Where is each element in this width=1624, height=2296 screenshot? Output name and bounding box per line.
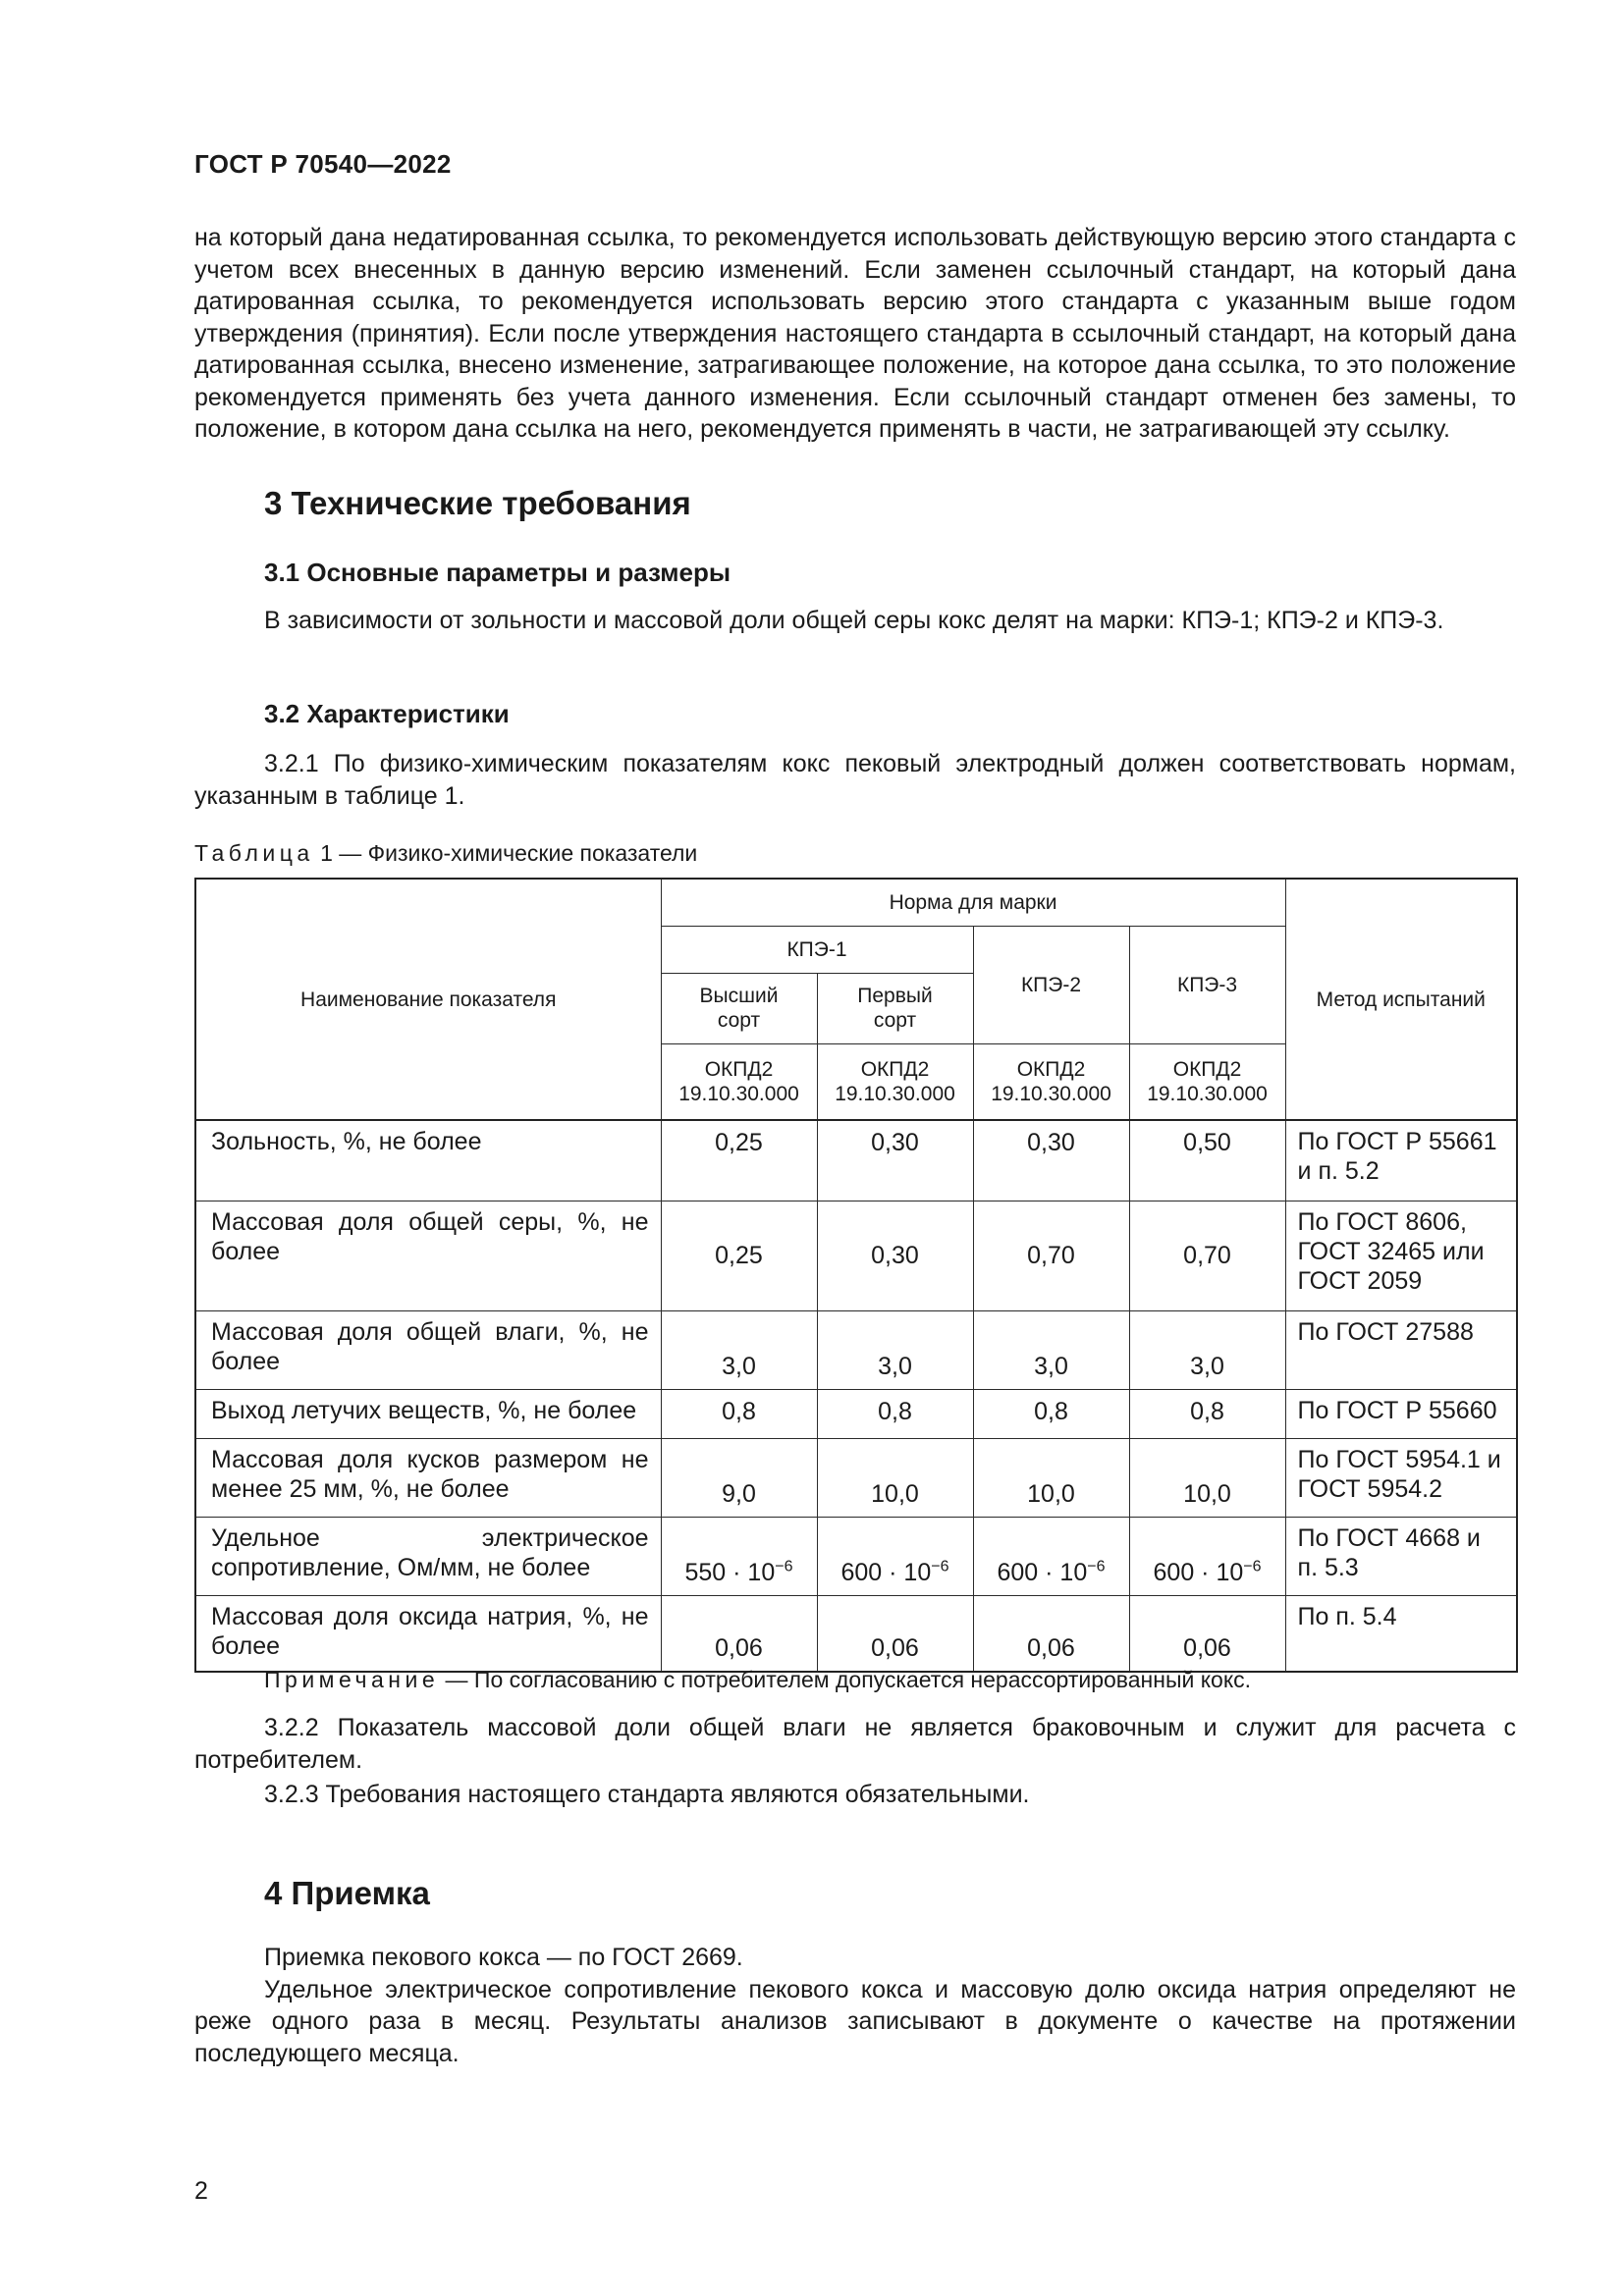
row-name: Выход летучих веществ, %, не более xyxy=(195,1389,661,1438)
value-mantissa: 550 · 10 xyxy=(684,1558,776,1586)
row-method: По ГОСТ 4668 и п. 5.3 xyxy=(1285,1517,1517,1595)
row-value: 10,0 xyxy=(1129,1438,1285,1517)
row-value: 3,0 xyxy=(661,1310,817,1389)
row-value xyxy=(1129,1517,1285,1595)
row-name: Зольность, %, не более xyxy=(195,1120,661,1201)
header-kpe2: КПЭ-2 xyxy=(973,926,1129,1043)
row-value: 0,8 xyxy=(817,1389,973,1438)
subsection-3-1-text: В зависимости от зольности и массовой доли общей серы кокс делят на марки: КПЭ-1; КПЭ-2 и КПЭ-3. xyxy=(264,607,1444,634)
section-3-1-block xyxy=(194,558,1516,588)
header-okpd-high xyxy=(661,1043,817,1120)
table-note xyxy=(194,1667,1516,1693)
okpd-code: 19.10.30.000 xyxy=(678,1082,799,1105)
row-value xyxy=(661,1517,817,1595)
row-value: 0,30 xyxy=(973,1120,1129,1201)
intro-paragraph: на который дана недатированная ссылка, то рекомендуется использовать действующую версию этого стандарта с учетом всех внесенных в данную версию изменений. Если заменен ссылочный стандарт, на который дана датированная ссылка, то рекомендуется использовать версию этого стандарта с указанным выше годом утверждения (принятия). Если после утверждения настоящего стандарта в ссылочный стандарт, на который дана датированная ссылка, внесено изменение, затрагивающее положение, на которое дана ссылка, то это положение рекомендуется применять без учета данного изменения. Если ссылочный стандарт отменен без замены, то положение, в котором дана ссылка на него, рекомендуется применять в части, не затрагивающей эту ссылку. xyxy=(194,224,1516,443)
row-name: Массовая доля общей влаги, %, не более xyxy=(195,1310,661,1389)
table-caption xyxy=(194,840,1516,867)
paragraph-3-2-1: 3.2.1 По физико-химическим показателям кокс пековый электродный должен соответствовать нормам, указанным в таблице 1. xyxy=(194,750,1516,810)
header-method: Метод испытаний xyxy=(1285,879,1517,1120)
okpd-label: ОКПД2 xyxy=(860,1057,930,1081)
header-kpe3: КПЭ-3 xyxy=(1129,926,1285,1043)
section-4-title: 4 Приемка xyxy=(264,1875,430,1911)
header-okpd-kpe3 xyxy=(1129,1043,1285,1120)
value-exponent: −6 xyxy=(1087,1558,1106,1575)
row-value: 3,0 xyxy=(1129,1310,1285,1389)
header-okpd-kpe2 xyxy=(973,1043,1129,1120)
document-code-header: ГОСТ Р 70540—2022 xyxy=(194,149,452,179)
row-value: 10,0 xyxy=(973,1438,1129,1517)
row-value: 0,8 xyxy=(973,1389,1129,1438)
table-caption-text: 1 — Физико-химические показатели xyxy=(313,840,698,866)
table-note-block xyxy=(194,1667,1516,1693)
row-value: 3,0 xyxy=(973,1310,1129,1389)
section-4-paragraph-2: Удельное электрическое сопротивление пекового кокса и массовую долю оксида натрия определяют не реже одного раза в месяц. Результаты анализов записывают в документе о качестве на протяжении последующего месяца. xyxy=(194,1975,1516,2067)
subsection-3-2-title: 3.2 Характеристики xyxy=(264,699,510,728)
section-3-title-block xyxy=(194,485,1516,522)
row-value: 3,0 xyxy=(817,1310,973,1389)
section-3-title: 3 Технические требования xyxy=(264,485,691,521)
row-value: 0,8 xyxy=(661,1389,817,1438)
header-grade-first: Первый сорт xyxy=(817,973,973,1043)
note-text: — По согласованию с потребителем допускается нерассортированный кокс. xyxy=(439,1667,1252,1692)
row-name: Массовая доля общей серы, %, не более xyxy=(195,1201,661,1310)
header-okpd-first xyxy=(817,1043,973,1120)
row-method: По ГОСТ Р 55661 и п. 5.2 xyxy=(1285,1120,1517,1201)
physico-chemical-table xyxy=(194,878,1518,1673)
section-3-1-text-block xyxy=(194,605,1516,637)
section-3-2-block xyxy=(194,699,1516,729)
table-row xyxy=(195,1310,1517,1389)
value-exponent: −6 xyxy=(775,1558,793,1575)
row-value: 0,25 xyxy=(661,1120,817,1201)
okpd-label: ОКПД2 xyxy=(1016,1057,1086,1081)
value-mantissa: 600 · 10 xyxy=(997,1558,1088,1586)
para-3-2-3-block xyxy=(194,1779,1516,1811)
section-4-paragraph-1: Приемка пекового кокса — по ГОСТ 2669. xyxy=(264,1944,743,1971)
table-row xyxy=(195,1595,1517,1672)
row-name: Массовая доля оксида натрия, %, не более xyxy=(195,1595,661,1672)
table-row xyxy=(195,1120,1517,1201)
row-name: Удельное электрическое сопротивление, Ом/мм, не более xyxy=(195,1517,661,1595)
row-method: По ГОСТ 8606, ГОСТ 32465 или ГОСТ 2059 xyxy=(1285,1201,1517,1310)
okpd-code: 19.10.30.000 xyxy=(1147,1082,1268,1105)
row-value: 0,06 xyxy=(1129,1595,1285,1672)
value-exponent: −6 xyxy=(931,1558,949,1575)
header-kpe1: КПЭ-1 xyxy=(661,926,973,973)
note-word: Примечание xyxy=(264,1667,440,1692)
okpd-code: 19.10.30.000 xyxy=(991,1082,1111,1105)
table-caption-word: Таблица xyxy=(194,840,314,866)
table-row xyxy=(195,1517,1517,1595)
para-3-2-1-block xyxy=(194,748,1516,812)
row-name: Массовая доля кусков размером не менее 25 мм, %, не более xyxy=(195,1438,661,1517)
row-value: 0,30 xyxy=(817,1201,973,1310)
okpd-label: ОКПД2 xyxy=(1172,1057,1242,1081)
table-row xyxy=(195,1201,1517,1310)
row-method: По ГОСТ 27588 xyxy=(1285,1310,1517,1389)
row-method: По ГОСТ 5954.1 и ГОСТ 5954.2 xyxy=(1285,1438,1517,1517)
row-value: 0,06 xyxy=(661,1595,817,1672)
row-value: 0,25 xyxy=(661,1201,817,1310)
okpd-label: ОКПД2 xyxy=(704,1057,774,1081)
row-value: 0,70 xyxy=(1129,1201,1285,1310)
value-exponent: −6 xyxy=(1243,1558,1262,1575)
row-value: 9,0 xyxy=(661,1438,817,1517)
row-value: 0,06 xyxy=(817,1595,973,1672)
section-4-title-block xyxy=(194,1875,1516,1912)
value-mantissa: 600 · 10 xyxy=(1153,1558,1244,1586)
subsection-3-1-title: 3.1 Основные параметры и размеры xyxy=(264,558,731,587)
row-method: По п. 5.4 xyxy=(1285,1595,1517,1672)
table-row xyxy=(195,1438,1517,1517)
row-value: 0,06 xyxy=(973,1595,1129,1672)
intro-block xyxy=(194,222,1516,446)
table-row xyxy=(195,1389,1517,1438)
row-method: По ГОСТ Р 55660 xyxy=(1285,1389,1517,1438)
paragraph-3-2-3: 3.2.3 Требования настоящего стандарта являются обязательными. xyxy=(264,1781,1030,1808)
row-value xyxy=(817,1517,973,1595)
okpd-code: 19.10.30.000 xyxy=(835,1082,955,1105)
row-value xyxy=(973,1517,1129,1595)
value-mantissa: 600 · 10 xyxy=(840,1558,932,1586)
section-4-text-block xyxy=(194,1942,1516,2069)
row-value: 0,50 xyxy=(1129,1120,1285,1201)
row-value: 0,70 xyxy=(973,1201,1129,1310)
header-norm: Норма для марки xyxy=(661,879,1285,926)
row-value: 0,8 xyxy=(1129,1389,1285,1438)
page-number: 2 xyxy=(194,2177,208,2205)
para-3-2-2-block xyxy=(194,1712,1516,1776)
header-grade-high: Высший сорт xyxy=(661,973,817,1043)
header-indicator-name: Наименование показателя xyxy=(195,879,661,1120)
row-value: 0,30 xyxy=(817,1120,973,1201)
paragraph-3-2-2: 3.2.2 Показатель массовой доли общей влаги не является браковочным и служит для расчета с потребителем. xyxy=(194,1714,1516,1774)
row-value: 10,0 xyxy=(817,1438,973,1517)
